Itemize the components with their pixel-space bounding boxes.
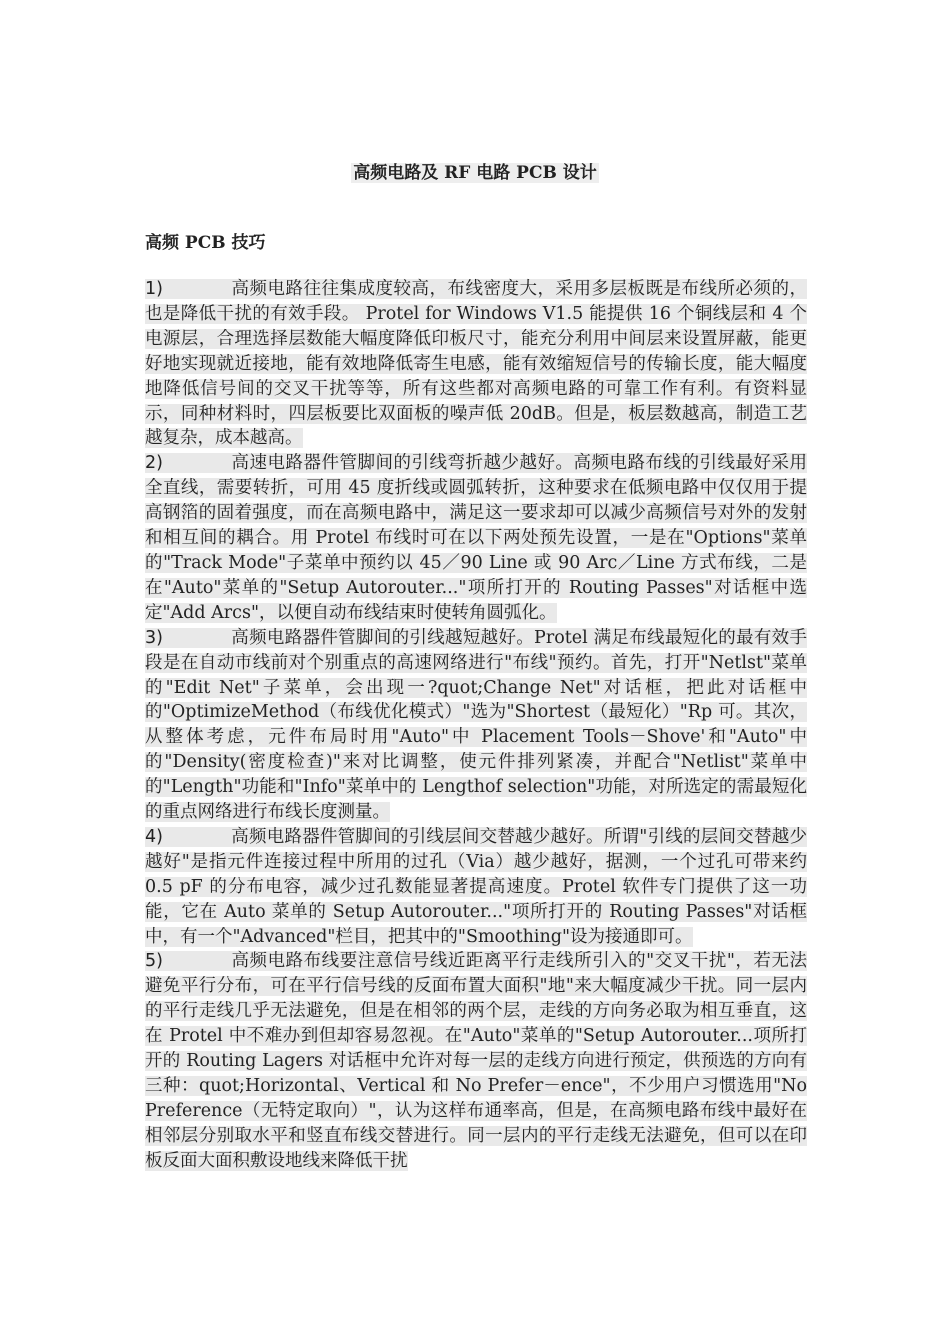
document-body: [145, 277, 807, 1174]
paragraph-2-highlight: [145, 453, 807, 622]
paragraph-number: 3): [145, 627, 163, 648]
paragraph-number: 2): [145, 453, 163, 474]
paragraph-4-highlight: [145, 827, 807, 947]
document-title: [0, 160, 950, 186]
paragraph-number: 4): [145, 826, 163, 847]
paragraph-3-highlight: [145, 628, 807, 822]
document-title-text: 高频电路及 RF 电路 PCB 设计: [353, 163, 597, 183]
paragraph-text: 高频电路往往集成度较高，布线密度大，采用多层板既是布线所必须的，也是降低干扰的有效手段。 Protel for Windows V1.5 能提供 16 个铜线层和 4 个电源层，合理选择层数能大幅度降低印板尺寸，能充分利用中间层来设置屏蔽，能更好地实现就近接地，能有效地降低寄生电感，能有效缩短信号的传输长度，能大幅度地降低信号间的交叉干扰等等，所有这些都对高频电路的可靠工作有利。有资料显示，同种材料时，四层板要比双面板的噪声低 20dB。但是，板层数越高，制造工艺越复杂，成本越高。: [145, 279, 807, 449]
paragraph-text: 高频电路器件管脚间的引线层间交替越少越好。所谓"引线的层间交替越少越好"是指元件连接过程中所用的过孔（Via）越少越好，据测，一个过孔可带来约 0.5 pF 的分布电容，减少过孔数能显著提高速度。Protel 软件专门提供了这一功能，它在 Auto 菜单的 Setup Autorouter..."项所打开的 Routing Passes"对话框中，有一个"Advanced"栏目，把其中的"Smoothing"设为接通即可。: [145, 826, 807, 947]
paragraph-4: [145, 825, 807, 950]
paragraph-number: 5): [145, 951, 163, 972]
paragraph-text: 高速电路器件管脚间的引线弯折越少越好。高频电路布线的引线最好采用全直线，需要转折，可用 45 度折线或圆弧转折，这种要求在低频电路中仅仅用于提高钢箔的固着强度，而在高频电路中，满足这一要求却可以减少高频信号对外的发射和相互间的耦合。用 Protel 布线时可在以下两处预先设置，一是在"Options"菜单的"Track Mode"子菜单中预约以 45／90 Line 或 90 Arc／Line 方式布线，二是在"Auto"菜单的"Setup Autorouter..."项所打开的 Routing Passes"对话框中选定"Add Arcs"，以便自动布线结束时使转角圆弧化。: [145, 453, 807, 623]
paragraph-3: [145, 626, 807, 825]
section-heading: 高频 PCB 技巧: [145, 233, 266, 253]
paragraph-text: 高频电路器件管脚间的引线越短越好。Protel 满足布线最短化的最有效手段是在自动市线前对个别重点的高速网络进行"布线"预约。首先，打开"Netlst"菜单的"Edit Net"子菜单，会出现一?quot;Change Net"对话框，把此对话框中的"OptimizeMethod（布线优化模式）"选为"Shortest（最短化）"Rp 可。其次，从整体考虑，元件布局时用"Auto"中 Placement Tools－Shove'和"Auto"中的"Density(密度检查)"来对比调整，使元件排列紧凑，并配合"Netlist"菜单中的"Length"功能和"Info"菜单中的 Lengthof selection"功能，对所选定的需最短化的重点网络进行布线长度测量。: [145, 627, 807, 823]
paragraph-2: [145, 451, 807, 625]
paragraph-1-highlight: [145, 279, 807, 448]
paragraph-1: [145, 277, 807, 451]
paragraph-5-highlight: [145, 951, 807, 1170]
paragraph-text: 高频电路布线要注意信号线近距离平行走线所引入的"交叉干扰"，若无法避免平行分布，可在平行信号线的反面布置大面积"地"来大幅度减少干扰。同一层内的平行走线几乎无法避免，但是在相邻的两个层，走线的方向务必取为相互垂直，这在 Protel 中不难办到但却容易忽视。在"Auto"菜单的"Setup Autorouter...项所打开的 Routing Lagers 对话框中允许对每一层的走线方向进行预定，供预选的方向有三种：quot;Horizontal、Vertical 和 No Prefer－ence"，不少用户习惯选用"No Preference（无特定取向）"，认为这样布通率高，但是，在高频电路布线中最好在相邻层分别取水平和竖直布线交替进行。同一层内的平行走线无法避免，但可以在印板反面大面积敷设地线来降低干扰: [145, 951, 807, 1171]
paragraph-number: 1): [145, 279, 163, 299]
paragraph-5: [145, 949, 807, 1173]
